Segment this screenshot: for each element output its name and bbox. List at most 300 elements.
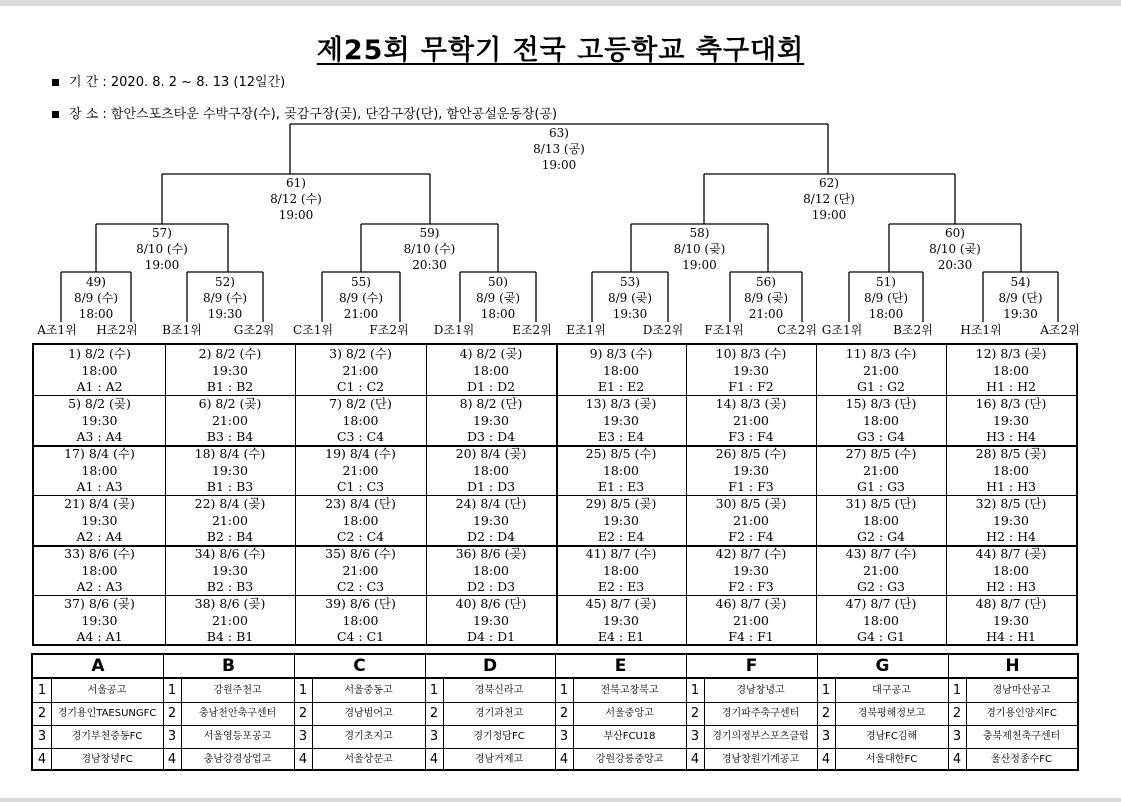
round16-match-label: 21:00 bbox=[343, 307, 379, 321]
group-match-cell bbox=[295, 546, 426, 596]
match-date: 1) 8/2 (수) bbox=[68, 346, 131, 361]
match-time: 19:30 bbox=[81, 512, 118, 528]
seed-label: D조1위 bbox=[433, 323, 475, 337]
team-name: 경기파주축구센터 bbox=[721, 708, 800, 719]
group-match-cell bbox=[816, 346, 946, 396]
seed-label: G조1위 bbox=[821, 323, 863, 337]
match-pairing: H1 : H3 bbox=[986, 479, 1036, 494]
match-date: 2) 8/2 (수) bbox=[198, 346, 262, 361]
team-number: 2 bbox=[298, 706, 308, 721]
team-number: 3 bbox=[37, 729, 47, 744]
match-time: 21:00 bbox=[862, 562, 900, 578]
team-number: 3 bbox=[690, 729, 700, 744]
team-name: 경기과천고 bbox=[474, 708, 524, 719]
match-date: 38) 8/6 (곶) bbox=[194, 596, 266, 611]
group-match-cell bbox=[34, 396, 165, 446]
team-number: 1 bbox=[952, 683, 962, 698]
team-name: 서울상문고 bbox=[344, 754, 393, 765]
round16-match-label: 50) bbox=[488, 275, 508, 289]
match-date: 27) 8/5 (수) bbox=[845, 446, 917, 461]
match-date: 20) 8/4 (곶) bbox=[455, 446, 527, 461]
match-pairing: G2 : G3 bbox=[856, 579, 906, 594]
group-match-cell bbox=[946, 446, 1076, 496]
semifinal-match-label: 8/12 (수) bbox=[270, 192, 322, 206]
round16-match-label: 8/9 (단) bbox=[998, 291, 1043, 305]
seed-label: F조1위 bbox=[704, 323, 744, 337]
group-match-cell bbox=[165, 396, 295, 446]
match-pairing: G4 : G1 bbox=[856, 629, 906, 644]
team-number: 3 bbox=[559, 729, 569, 744]
match-date: 43) 8/7 (수) bbox=[845, 546, 917, 561]
group-match-cell bbox=[34, 446, 165, 496]
seed-label: E조1위 bbox=[566, 323, 606, 337]
seed-label: D조2위 bbox=[642, 323, 684, 337]
match-date: 18) 8/4 (수) bbox=[194, 446, 266, 461]
match-pairing: E2 : E3 bbox=[597, 579, 645, 594]
group-header: G bbox=[875, 656, 890, 676]
round16-match-label: 56) bbox=[756, 275, 776, 289]
group-header: D bbox=[482, 656, 498, 676]
group-match-cell bbox=[34, 596, 165, 646]
group-team-table bbox=[31, 653, 1079, 771]
match-pairing: C2 : C3 bbox=[336, 579, 385, 594]
match-date: 47) 8/7 (단) bbox=[845, 596, 917, 611]
match-pairing: C1 : C3 bbox=[336, 479, 385, 494]
team-number: 4 bbox=[952, 752, 962, 767]
match-pairing: G2 : G4 bbox=[856, 529, 906, 544]
match-pairing: D2 : D4 bbox=[466, 529, 516, 544]
match-time: 18:00 bbox=[342, 612, 379, 628]
quarterfinal-match-label: 8/10 (곶) bbox=[929, 242, 981, 256]
match-date: 19) 8/4 (수) bbox=[325, 446, 396, 461]
match-time: 18:00 bbox=[602, 362, 640, 378]
match-date: 35) 8/6 (수) bbox=[325, 546, 396, 561]
round16-match-label: 19:30 bbox=[612, 307, 648, 321]
match-pairing: A1 : A3 bbox=[76, 479, 123, 494]
team-name: 경남창녕고 bbox=[736, 685, 785, 696]
quarterfinal-match-label: 8/10 (수) bbox=[136, 242, 188, 256]
round16-match-label: 49) bbox=[86, 275, 106, 289]
final-match-label: 19:00 bbox=[541, 158, 577, 172]
match-pairing: D4 : D1 bbox=[466, 629, 516, 644]
match-time: 18:00 bbox=[992, 562, 1030, 578]
group-match-cell bbox=[946, 546, 1076, 596]
match-date: 12) 8/3 (곶) bbox=[975, 346, 1047, 361]
team-name: 충남강경상업고 bbox=[203, 754, 272, 765]
team-name: 경남거제고 bbox=[474, 754, 524, 765]
group-match-cell bbox=[34, 546, 165, 596]
seed-label: H조1위 bbox=[960, 323, 1002, 337]
group-match-cell bbox=[556, 496, 686, 546]
match-time: 18:00 bbox=[81, 462, 118, 478]
group-header: B bbox=[222, 656, 235, 676]
match-time: 21:00 bbox=[342, 562, 379, 578]
match-date: 36) 8/6 (곶) bbox=[455, 546, 527, 561]
seed-label: G조2위 bbox=[233, 323, 275, 337]
team-name: 경남범어고 bbox=[344, 708, 393, 719]
quarterfinal-match-label: 60) bbox=[945, 226, 965, 240]
team-name: 전북고창북고 bbox=[600, 685, 659, 696]
round16-match-label: 8/9 (수) bbox=[338, 291, 384, 305]
team-number: 3 bbox=[429, 729, 439, 744]
match-pairing: E2 : E4 bbox=[597, 529, 645, 544]
match-date: 5) 8/2 (곶) bbox=[68, 396, 131, 411]
match-date: 25) 8/5 (수) bbox=[585, 446, 657, 461]
round16-match-label: 8/9 (단) bbox=[863, 291, 909, 305]
tournament-bracket bbox=[0, 0, 1121, 345]
match-pairing: B1 : B2 bbox=[206, 379, 254, 394]
match-date: 21) 8/4 (곶) bbox=[64, 496, 135, 511]
match-pairing: E4 : E1 bbox=[597, 629, 645, 644]
match-pairing: D1 : D3 bbox=[466, 479, 516, 494]
team-number: 2 bbox=[952, 706, 962, 721]
match-time: 18:00 bbox=[342, 512, 379, 528]
match-pairing: C2 : C4 bbox=[336, 529, 385, 544]
round16-match-label: 19:30 bbox=[1003, 307, 1038, 321]
match-pairing: F1 : F2 bbox=[728, 379, 774, 394]
team-name: 서울공고 bbox=[87, 685, 127, 696]
match-time: 18:00 bbox=[602, 562, 640, 578]
semifinal-match-label: 19:00 bbox=[278, 208, 314, 222]
match-pairing: F2 : F4 bbox=[728, 529, 774, 544]
match-pairing: H2 : H4 bbox=[986, 529, 1036, 544]
match-pairing: E1 : E3 bbox=[597, 479, 645, 494]
match-time: 19:30 bbox=[472, 412, 510, 428]
match-date: 31) 8/5 (단) bbox=[845, 496, 917, 511]
match-date: 11) 8/3 (수) bbox=[845, 346, 917, 361]
group-match-cell bbox=[946, 346, 1076, 396]
match-date: 40) 8/6 (단) bbox=[455, 596, 527, 611]
team-name: 부산FCU18 bbox=[603, 731, 656, 742]
team-number: 4 bbox=[37, 752, 47, 767]
team-name: 경남마산공고 bbox=[992, 685, 1051, 696]
round16-match-label: 8/9 (곶) bbox=[475, 291, 521, 305]
group-match-cell bbox=[165, 446, 295, 496]
match-time: 18:00 bbox=[862, 512, 900, 528]
match-time: 21:00 bbox=[211, 412, 249, 428]
team-name: 충남천안축구센터 bbox=[198, 708, 277, 719]
match-date: 45) 8/7 (곶) bbox=[585, 596, 657, 611]
match-pairing: H3 : H4 bbox=[986, 429, 1036, 444]
match-time: 19:30 bbox=[472, 512, 510, 528]
quarterfinal-match-label: 20:30 bbox=[937, 258, 973, 272]
match-date: 13) 8/3 (곶) bbox=[585, 396, 657, 411]
group-match-cell bbox=[556, 596, 686, 646]
group-match-cell bbox=[816, 546, 946, 596]
round16-match-label: 8/9 (수) bbox=[73, 291, 119, 305]
match-time: 19:30 bbox=[732, 362, 770, 378]
match-date: 24) 8/4 (단) bbox=[455, 496, 527, 511]
match-time: 18:00 bbox=[862, 412, 900, 428]
match-time: 19:30 bbox=[732, 562, 770, 578]
match-date: 26) 8/5 (수) bbox=[715, 446, 787, 461]
match-time: 18:00 bbox=[81, 362, 118, 378]
match-date: 28) 8/5 (곶) bbox=[975, 446, 1047, 461]
match-pairing: B2 : B4 bbox=[206, 529, 254, 544]
semifinal-match-label: 62) bbox=[819, 176, 839, 190]
match-pairing: A2 : A3 bbox=[76, 579, 123, 594]
team-number: 1 bbox=[167, 683, 177, 698]
group-match-cell bbox=[686, 496, 816, 546]
team-name: 서울대한FC bbox=[865, 754, 918, 765]
match-date: 34) 8/6 (수) bbox=[194, 546, 266, 561]
match-time: 21:00 bbox=[211, 612, 249, 628]
match-date: 14) 8/3 (곶) bbox=[715, 396, 787, 411]
seed-label: A조1위 bbox=[37, 323, 77, 337]
match-time: 19:30 bbox=[211, 462, 249, 478]
seed-label: A조2위 bbox=[1040, 323, 1080, 337]
match-date: 17) 8/4 (수) bbox=[64, 446, 135, 461]
seed-label: B조1위 bbox=[162, 323, 202, 337]
team-name: 서울중동고 bbox=[344, 685, 393, 696]
match-date: 33) 8/6 (수) bbox=[64, 546, 135, 561]
match-date: 8) 8/2 (단) bbox=[459, 396, 523, 411]
round16-match-label: 54) bbox=[1010, 275, 1031, 289]
period-text: 기 간 : 2020. 8. 2 ~ 8. 13 (12일간) bbox=[69, 75, 286, 90]
match-date: 6) 8/2 (곶) bbox=[198, 396, 262, 411]
team-number: 4 bbox=[429, 752, 439, 767]
group-header: H bbox=[1005, 656, 1020, 676]
group-match-cell bbox=[295, 396, 426, 446]
match-time: 19:30 bbox=[81, 412, 118, 428]
match-date: 22) 8/4 (곶) bbox=[194, 496, 266, 511]
team-number: 2 bbox=[167, 706, 177, 721]
team-name: 경기용인양지FC bbox=[986, 708, 1057, 719]
match-time: 18:00 bbox=[862, 612, 900, 628]
group-match-cell bbox=[816, 596, 946, 646]
match-pairing: D2 : D3 bbox=[466, 579, 516, 594]
match-time: 21:00 bbox=[732, 612, 770, 628]
match-time: 21:00 bbox=[211, 512, 249, 528]
group-match-cell bbox=[946, 596, 1076, 646]
group-header: A bbox=[91, 656, 105, 676]
quarterfinal-match-label: 8/10 (수) bbox=[403, 242, 456, 256]
quarterfinal-match-label: 58) bbox=[689, 226, 710, 240]
match-date: 15) 8/3 (단) bbox=[845, 396, 917, 411]
match-date: 16) 8/3 (단) bbox=[975, 396, 1047, 411]
group-match-cell bbox=[165, 546, 295, 596]
team-name: 강원강릉중앙고 bbox=[595, 754, 664, 765]
seed-label: H조2위 bbox=[96, 323, 138, 337]
match-time: 21:00 bbox=[862, 362, 900, 378]
team-number: 3 bbox=[821, 729, 831, 744]
match-time: 21:00 bbox=[732, 512, 770, 528]
match-pairing: G3 : G4 bbox=[856, 429, 906, 444]
match-pairing: B2 : B3 bbox=[206, 579, 254, 594]
round16-match-label: 52) bbox=[215, 275, 235, 289]
team-number: 4 bbox=[298, 752, 308, 767]
group-match-cell bbox=[295, 346, 426, 396]
group-match-cell bbox=[165, 496, 295, 546]
team-number: 4 bbox=[821, 752, 831, 767]
match-pairing: D1 : D2 bbox=[466, 379, 516, 394]
match-date: 37) 8/6 (곶) bbox=[64, 596, 135, 611]
match-pairing: H1 : H2 bbox=[986, 379, 1036, 394]
quarterfinal-match-label: 8/10 (곶) bbox=[673, 242, 726, 256]
match-date: 44) 8/7 (곶) bbox=[975, 546, 1047, 561]
group-match-cell bbox=[686, 546, 816, 596]
match-time: 18:00 bbox=[342, 412, 379, 428]
match-pairing: G1 : G3 bbox=[856, 479, 906, 494]
quarterfinal-match-label: 19:00 bbox=[144, 258, 180, 272]
team-number: 2 bbox=[559, 706, 569, 721]
match-date: 7) 8/2 (단) bbox=[329, 396, 392, 411]
team-number: 3 bbox=[298, 729, 308, 744]
team-name: 강원주천고 bbox=[213, 685, 262, 696]
round16-match-label: 8/9 (곶) bbox=[743, 291, 789, 305]
team-name: 경기부천중동FC bbox=[71, 731, 143, 742]
team-name: 대구공고 bbox=[872, 685, 911, 696]
team-number: 1 bbox=[690, 683, 700, 698]
team-number: 1 bbox=[37, 683, 47, 698]
match-time: 18:00 bbox=[472, 462, 510, 478]
seed-label: C조2위 bbox=[776, 323, 818, 337]
round16-match-label: 21:00 bbox=[748, 307, 784, 321]
match-time: 21:00 bbox=[342, 462, 379, 478]
final-match-label: 63) bbox=[549, 126, 569, 140]
group-match-cell bbox=[295, 596, 426, 646]
match-pairing: F3 : F4 bbox=[728, 429, 774, 444]
match-time: 21:00 bbox=[862, 462, 900, 478]
team-name: 경남창녕FC bbox=[81, 754, 133, 765]
group-match-cell bbox=[816, 446, 946, 496]
group-header: C bbox=[353, 656, 366, 676]
match-date: 42) 8/7 (수) bbox=[715, 546, 787, 561]
round16-match-label: 8/9 (수) bbox=[202, 291, 248, 305]
semifinal-match-label: 61) bbox=[286, 176, 306, 190]
group-match-cell bbox=[295, 446, 426, 496]
match-pairing: A2 : A4 bbox=[76, 529, 123, 544]
match-pairing: B1 : B3 bbox=[206, 479, 254, 494]
round16-match-label: 19:30 bbox=[207, 307, 243, 321]
team-number: 1 bbox=[298, 683, 308, 698]
match-date: 46) 8/7 (곶) bbox=[715, 596, 787, 611]
group-header: F bbox=[745, 656, 758, 676]
match-pairing: H4 : H1 bbox=[986, 629, 1036, 644]
match-time: 19:30 bbox=[472, 612, 510, 628]
round16-match-label: 18:00 bbox=[78, 307, 114, 321]
team-number: 2 bbox=[37, 706, 47, 721]
team-name: 경북신라고 bbox=[474, 685, 524, 696]
match-time: 18:00 bbox=[472, 362, 510, 378]
match-time: 21:00 bbox=[732, 412, 770, 428]
match-time: 21:00 bbox=[342, 362, 379, 378]
match-pairing: B4 : B1 bbox=[206, 629, 254, 644]
match-time: 19:30 bbox=[602, 512, 640, 528]
match-time: 18:00 bbox=[602, 462, 640, 478]
match-time: 19:30 bbox=[992, 512, 1030, 528]
quarterfinal-match-label: 59) bbox=[419, 226, 440, 240]
group-match-cell bbox=[946, 396, 1076, 446]
match-date: 32) 8/5 (단) bbox=[975, 496, 1047, 511]
group-match-schedule bbox=[32, 343, 1078, 646]
team-name: 울산정종수FC bbox=[990, 754, 1053, 765]
team-number: 3 bbox=[952, 729, 962, 744]
match-date: 10) 8/3 (수) bbox=[715, 346, 787, 361]
team-number: 2 bbox=[821, 706, 831, 721]
quarterfinal-match-label: 20:30 bbox=[412, 258, 447, 272]
match-pairing: C4 : C1 bbox=[336, 629, 385, 644]
match-pairing: G1 : G2 bbox=[856, 379, 906, 394]
round16-match-label: 18:00 bbox=[480, 307, 516, 321]
quarterfinal-match-label: 19:00 bbox=[682, 258, 717, 272]
match-time: 19:30 bbox=[602, 612, 640, 628]
match-date: 41) 8/7 (수) bbox=[585, 546, 657, 561]
team-name: 경남창원기계공고 bbox=[721, 754, 800, 765]
match-date: 30) 8/5 (곶) bbox=[715, 496, 787, 511]
team-name: 경기청담FC bbox=[473, 731, 525, 742]
team-name: 경남FC김해 bbox=[865, 731, 918, 742]
match-pairing: A1 : A2 bbox=[76, 379, 123, 394]
match-time: 19:30 bbox=[992, 612, 1030, 628]
bottom-frame-bar bbox=[0, 798, 1121, 802]
match-time: 19:30 bbox=[732, 462, 770, 478]
group-match-cell bbox=[556, 396, 686, 446]
group-match-cell bbox=[686, 396, 816, 446]
group-match-cell bbox=[556, 446, 686, 496]
final-match-label: 8/13 (공) bbox=[533, 142, 585, 156]
match-date: 9) 8/3 (수) bbox=[589, 346, 653, 361]
seed-label: B조2위 bbox=[893, 323, 933, 337]
group-match-cell bbox=[34, 346, 165, 396]
group-match-cell bbox=[295, 496, 426, 546]
match-date: 4) 8/2 (곶) bbox=[459, 346, 523, 361]
group-match-cell bbox=[686, 346, 816, 396]
group-match-cell bbox=[165, 596, 295, 646]
match-pairing: E3 : E4 bbox=[597, 429, 645, 444]
round16-match-label: 8/9 (곶) bbox=[607, 291, 653, 305]
match-time: 19:30 bbox=[992, 412, 1030, 428]
team-name: 충북제천축구센터 bbox=[982, 731, 1061, 742]
group-header: E bbox=[614, 656, 627, 676]
document-title: 제25회 무학기 전국 고등학교 축구대회 bbox=[316, 35, 805, 66]
team-number: 1 bbox=[821, 683, 831, 698]
match-pairing: F2 : F3 bbox=[728, 579, 774, 594]
team-name: 서울중앙고 bbox=[605, 708, 654, 719]
match-pairing: C1 : C2 bbox=[336, 379, 385, 394]
team-name: 경기용인TAESUNGFC bbox=[57, 708, 157, 719]
match-pairing: A3 : A4 bbox=[76, 429, 123, 444]
match-date: 39) 8/6 (단) bbox=[325, 596, 396, 611]
quarterfinal-match-label: 57) bbox=[152, 226, 172, 240]
match-pairing: B3 : B4 bbox=[206, 429, 254, 444]
group-match-cell bbox=[816, 496, 946, 546]
team-number: 4 bbox=[559, 752, 569, 767]
match-pairing: F1 : F3 bbox=[728, 479, 774, 494]
group-match-cell bbox=[426, 396, 556, 446]
group-match-cell bbox=[426, 446, 556, 496]
group-match-cell bbox=[426, 496, 556, 546]
group-match-cell bbox=[165, 346, 295, 396]
team-number: 1 bbox=[559, 683, 569, 698]
team-name: 서울영등포공고 bbox=[203, 731, 272, 742]
team-name: 경기의정부스포츠클럽 bbox=[712, 731, 809, 742]
match-time: 19:30 bbox=[211, 562, 249, 578]
match-pairing: F4 : F1 bbox=[728, 629, 774, 644]
match-time: 19:30 bbox=[211, 362, 249, 378]
seed-label: C조1위 bbox=[292, 323, 334, 337]
match-date: 3) 8/2 (수) bbox=[329, 346, 392, 361]
round16-match-label: 18:00 bbox=[868, 307, 904, 321]
match-time: 18:00 bbox=[472, 562, 510, 578]
group-match-cell bbox=[816, 396, 946, 446]
team-number: 4 bbox=[167, 752, 177, 767]
match-pairing: A4 : A1 bbox=[76, 629, 123, 644]
match-time: 18:00 bbox=[992, 362, 1030, 378]
round16-match-label: 51) bbox=[876, 275, 896, 289]
match-date: 23) 8/4 (단) bbox=[325, 496, 396, 511]
team-name: 경기초지고 bbox=[344, 731, 393, 742]
